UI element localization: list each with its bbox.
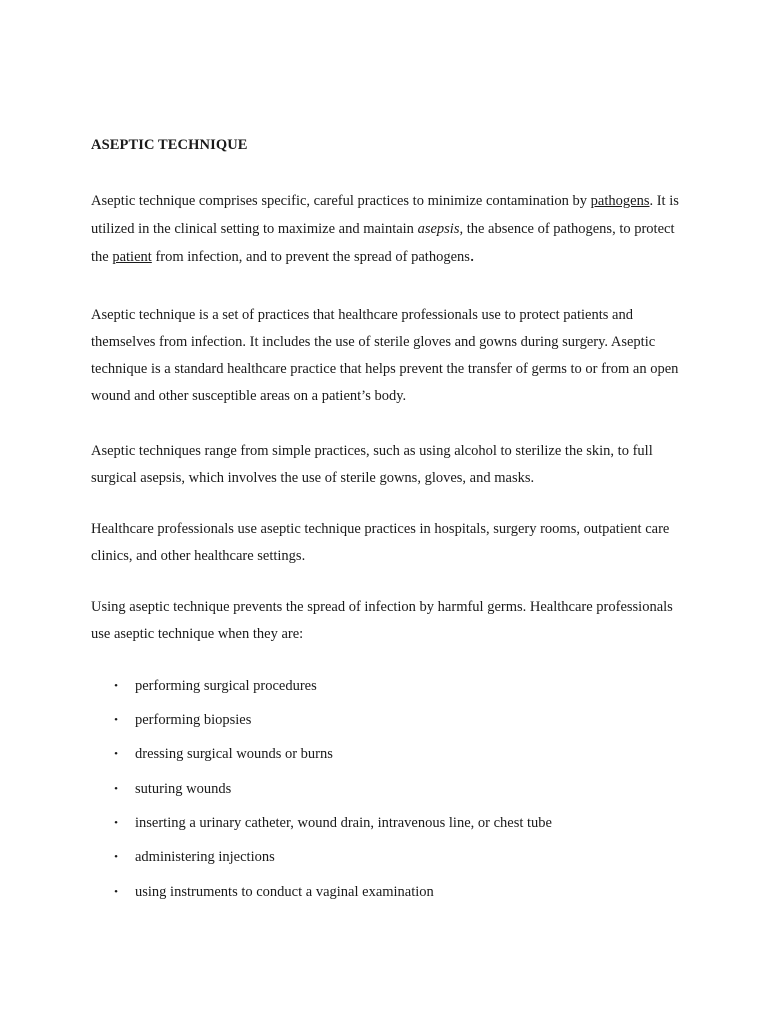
- paragraph-definition: Aseptic technique is a set of practices that healthcare professionals use to protect patients and themselves from infection. It includes the use of sterile gloves and gowns during surgery. Aseptic technique is a standard healthcare practice that helps prevent the transfer of germs to or from an open wound and other susceptible areas on a patient’s body.: [91, 307, 679, 404]
- paragraph-usage: Using aseptic technique prevents the spread of infection by harmful germs. Healthcare professionals use aseptic technique when they are:: [91, 599, 673, 642]
- intro-text-b: . It is utilized in the clinical setting to maximize and maintain: [91, 193, 679, 237]
- paragraph-range: Aseptic techniques range from simple practices, such as using alcohol to sterilize the skin, to full surgical asepsis, which involves the use of sterile gowns, gloves, and masks.: [91, 443, 653, 486]
- bullet-icon: •: [114, 886, 118, 898]
- list-item-text: inserting a urinary catheter, wound drain, intravenous line, or chest tube: [135, 815, 552, 831]
- intro-text-a: Aseptic technique comprises specific, careful practices to minimize contamination by: [91, 193, 591, 209]
- pathogens-link[interactable]: pathogens: [590, 193, 650, 209]
- bullet-icon: •: [114, 783, 118, 795]
- list-item-text: performing biopsies: [135, 712, 252, 728]
- bullet-icon: •: [114, 817, 118, 829]
- intro-text-c: the absence of pathogens, to protect the: [91, 221, 675, 265]
- asepsis-term: asepsis,: [417, 221, 464, 237]
- intro-text-d: from infection, and to prevent the spread of pathogens: [151, 249, 470, 265]
- intro-period: .: [469, 245, 475, 265]
- bullet-icon: •: [114, 748, 118, 760]
- bullet-icon: •: [114, 851, 118, 863]
- list-item-text: performing surgical procedures: [135, 678, 317, 694]
- list-item-text: using instruments to conduct a vaginal examination: [135, 884, 434, 900]
- list-item-text: dressing surgical wounds or burns: [135, 746, 333, 762]
- patient-link[interactable]: patient: [112, 249, 152, 265]
- paragraph-intro: [91, 187, 691, 271]
- paragraph-settings: Healthcare professionals use aseptic technique practices in hospitals, surgery rooms, outpatient care clinics, and other healthcare settings.: [91, 521, 670, 564]
- list-item-text: suturing wounds: [135, 781, 232, 797]
- bullet-icon: •: [114, 714, 118, 726]
- list-item-text: administering injections: [135, 849, 275, 865]
- document-title: ASEPTIC TECHNIQUE: [91, 137, 248, 153]
- bullet-icon: •: [114, 680, 118, 692]
